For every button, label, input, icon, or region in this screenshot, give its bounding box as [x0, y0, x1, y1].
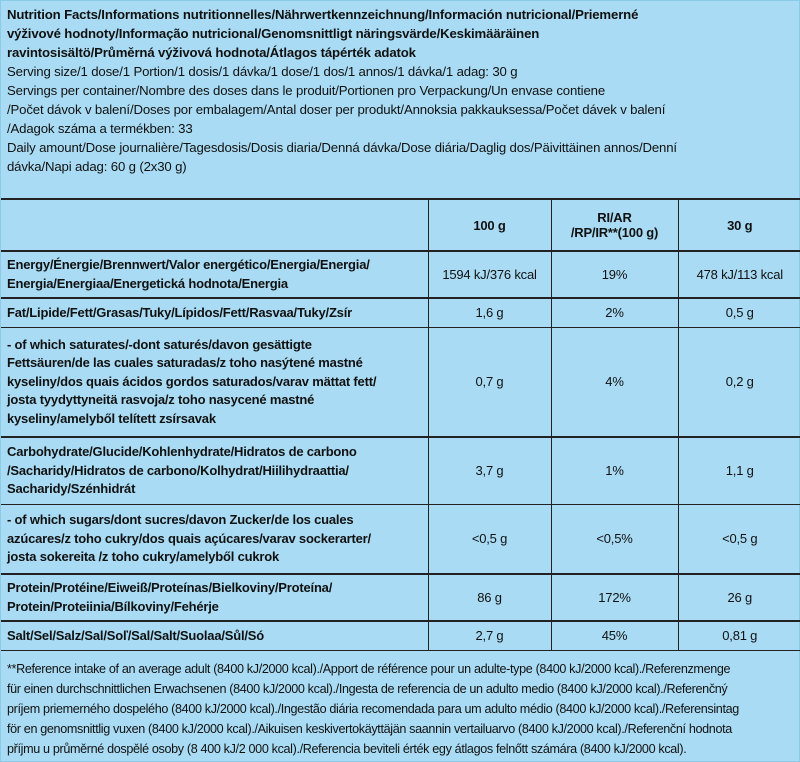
- value-ri: 45%: [551, 621, 678, 650]
- table-row-sugars: [1, 504, 800, 574]
- value-30g: 0,2 g: [678, 327, 800, 437]
- nutrient-name: [1, 298, 428, 327]
- per-30g-header: 30 g: [678, 199, 800, 251]
- per-100g-header: 100 g: [428, 199, 551, 251]
- nutrient-name-line: Energy/Énergie/Brennwert/Valor energético/Energia/Energia/: [7, 257, 370, 272]
- daily-amount: [7, 138, 793, 176]
- value-30g: <0,5 g: [678, 504, 800, 574]
- footnote-line: príjem priemerného dospelého (8400 kJ/2000 kcal)./Ingestão diária recomendada para um adulto médio (8400 kJ/2000 kcal)./Referensintag: [7, 702, 739, 716]
- nutrient-name-line: josta tyydyttyneitä rasvoja/z toho nasycené mastné: [7, 392, 315, 407]
- value-100g: 0,7 g: [428, 327, 551, 437]
- nutrient-name-line: josta sokereita /z toho cukry/amelyből cukrok: [7, 549, 280, 564]
- reference-intake-footnote: [1, 657, 800, 761]
- nutrient-name: [1, 327, 428, 437]
- footnote-line: för en genomsnittlig vuxen (8400 kJ/2000 kcal)./Aikuisen keskivertokäyttäjän saannin vertailuarvo (8400 kJ/2000 kcal)./Referenční hodnota: [7, 722, 732, 736]
- daily-line: dávka/Napi adag: 60 g (2x30 g): [7, 159, 187, 174]
- nutrient-name-line: - of which sugars/dont sucres/davon Zucker/de los cuales: [7, 512, 354, 527]
- footnote-line: **Reference intake of an average adult (8400 kJ/2000 kcal)./Apport de référence pour un adulte-type (8400 kJ/2000 kcal)./Referenzmenge: [7, 662, 731, 676]
- footnote-line: příjmu u průměrné dospělé osoby (8 400 kJ/2 000 kcal)./Referencia beviteli érték egy átlagos felnőtt számára (8400 kJ/2000 kcal).: [7, 742, 687, 756]
- nutrient-name: [1, 251, 428, 298]
- value-ri: 19%: [551, 251, 678, 298]
- reference-intake-header: [551, 199, 678, 251]
- ri-header-line: RI/AR: [597, 210, 632, 225]
- table-row-carbohydrate: [1, 437, 800, 504]
- table-row-protein: [1, 574, 800, 621]
- nutrient-name: [1, 574, 428, 621]
- nutrient-name-line: - of which saturates/-dont saturés/davon gesättigte: [7, 336, 312, 352]
- nutrition-table: [1, 198, 800, 651]
- value-ri: 4%: [551, 327, 678, 437]
- servings-line: Servings per container/Nombre des doses dans le produit/Portionen pro Verpackung/Un envase contiene: [7, 83, 606, 98]
- table-row-saturates: [1, 327, 800, 437]
- value-ri: 2%: [551, 298, 678, 327]
- nutrient-name: [1, 437, 428, 504]
- nutrient-name-line: Carbohydrate/Glucide/Kohlenhydrate/Hidratos de carbono: [7, 444, 357, 459]
- value-ri: 1%: [551, 437, 678, 504]
- nutrient-name-line: kyseliny/amelyből telített zsírsavak: [7, 410, 216, 426]
- nutrient-name-line: Protein/Proteiinia/Bílkoviny/Fehérje: [7, 598, 219, 614]
- servings-line: /Počet dávok v balení/Doses por embalagem/Antal doser per produkt/Annoksia pakkauksessa/Počet dávek v balení: [7, 102, 666, 117]
- value-100g: 2,7 g: [428, 621, 551, 650]
- ri-header-line: /RP/IR**(100 g): [570, 225, 659, 240]
- nutrition-title: [7, 5, 793, 62]
- nutrient-name-line: Salt/Sel/Salz/Sal/Soľ/Sal/Salt/Suolaa/Sůl/Só: [7, 627, 265, 643]
- nutrient-name-line: Protein/Protéine/Eiweiß/Proteínas/Bielkoviny/Proteína/: [7, 580, 333, 595]
- value-ri: <0,5%: [551, 504, 678, 574]
- nutrient-name-line: kyseliny/dos quais ácidos gordos saturados/varav mättat fett/: [7, 373, 377, 389]
- label-header: [1, 1, 799, 176]
- value-100g: 3,7 g: [428, 437, 551, 504]
- daily-line: Daily amount/Dose journalière/Tagesdosis/Dosis diaria/Denná dávka/Dose diária/Daglig dos/Päivittäinen annos/Denní: [7, 140, 677, 155]
- serving-size: Serving size/1 dose/1 Portion/1 dosis/1 dávka/1 dose/1 dos/1 annos/1 dávka/1 adag: 30 g: [7, 64, 518, 79]
- value-30g: 478 kJ/113 kcal: [678, 251, 800, 298]
- nutrient-name-line: Energia/Energiaa/Energetická hodnota/Energia: [7, 275, 288, 291]
- nutrient-column-header: [1, 199, 428, 251]
- value-ri: 172%: [551, 574, 678, 621]
- nutrient-name-line: Fettsäuren/de las cuales saturadas/z toho nasýtené mastné: [7, 355, 363, 370]
- title-line: ravintosisältö/Průměrná výživová hodnota/Átlagos tápérték adatok: [7, 45, 416, 60]
- nutrient-name-line: azúcares/z toho cukry/dos quais açúcares/varav sockerarter/: [7, 530, 371, 546]
- nutrient-name-line: Sacharidy/Szénhidrát: [7, 481, 136, 496]
- nutrient-name: [1, 504, 428, 574]
- value-30g: 0,5 g: [678, 298, 800, 327]
- table-row-fat: [1, 298, 800, 327]
- value-100g: 1594 kJ/376 kcal: [428, 251, 551, 298]
- title-line: výživové hodnoty/Informação nutricional/Genomsnittligt näringsvärde/Keskimääräinen: [7, 26, 540, 41]
- nutrient-name: [1, 621, 428, 650]
- servings-per-container: [7, 81, 793, 138]
- table-header-row: [1, 199, 800, 251]
- value-100g: 86 g: [428, 574, 551, 621]
- value-30g: 1,1 g: [678, 437, 800, 504]
- value-100g: <0,5 g: [428, 504, 551, 574]
- value-30g: 0,81 g: [678, 621, 800, 650]
- table-row-energy: [1, 251, 800, 298]
- table-row-salt: [1, 621, 800, 650]
- nutrient-name-line: /Sacharidy/Hidratos de carbono/Kolhydrat/Hiilihydraattia/: [7, 462, 349, 478]
- servings-line: /Adagok száma a termékben: 33: [7, 121, 193, 136]
- value-100g: 1,6 g: [428, 298, 551, 327]
- footnote-line: für einen durchschnittlichen Erwachsenen (8400 kJ/2000 kcal)./Ingesta de referencia de un adulto medio (8400 kJ/2000 kcal)./Referenčný: [7, 682, 728, 696]
- nutrient-name-line: Fat/Lipide/Fett/Grasas/Tuky/Lípidos/Fett/Rasvaa/Tuky/Zsír: [7, 304, 352, 320]
- value-30g: 26 g: [678, 574, 800, 621]
- title-line: Nutrition Facts/Informations nutritionnelles/Nährwertkennzeichnung/Información nutricional/Priemerné: [7, 7, 639, 22]
